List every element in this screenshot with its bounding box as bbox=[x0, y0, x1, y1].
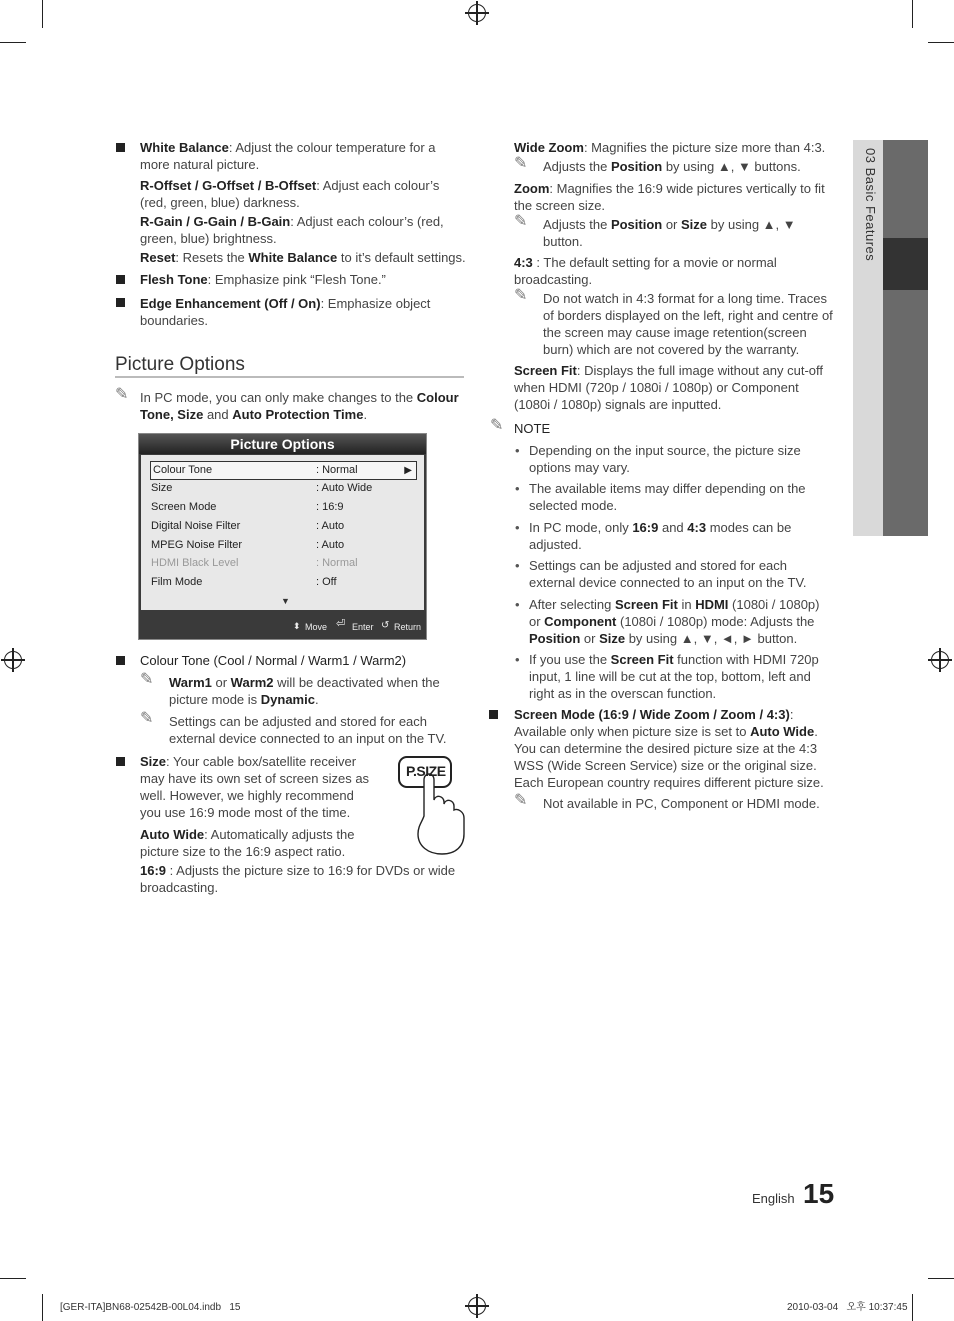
page-number: 15 bbox=[803, 1178, 835, 1209]
menu-row-digital-noise[interactable]: Digital Noise Filter : Auto bbox=[151, 520, 345, 532]
menu-row-hdmi-black: HDMI Black Level : Normal bbox=[151, 557, 358, 569]
settings-note: Settings can be adjusted and stored for each external device connected to an input on the TV. bbox=[169, 714, 447, 746]
note-bullet: • The available items may differ depending on the selected mode. bbox=[529, 480, 829, 514]
section-rule bbox=[115, 376, 464, 378]
note-pencil-icon: ✎ bbox=[514, 792, 528, 809]
registration-mark-icon bbox=[468, 1297, 486, 1315]
menu-row-screen-mode[interactable]: Screen Mode : 16:9 bbox=[151, 501, 344, 513]
picture-options-menu bbox=[138, 433, 427, 640]
ratio-43-item: 4:3 : The default setting for a movie or normal broadcasting. bbox=[514, 255, 777, 287]
bullet-square bbox=[116, 656, 125, 665]
ratio-169-item: 16:9 : Adjusts the picture size to 16:9 for DVDs or wide broadcasting. bbox=[140, 863, 456, 895]
note-bullet: • In PC mode, only 16:9 and 4:3 modes can be adjusted. bbox=[529, 519, 829, 553]
crop-mark bbox=[928, 1278, 954, 1279]
psize-label: P.SIZE bbox=[406, 763, 446, 779]
pc-mode-note: In PC mode, you can only make changes to the Colour Tone, Size and Auto Protection Time. bbox=[140, 390, 459, 422]
print-date-info: 2010-03-04 오후 10:37:45 bbox=[787, 1302, 908, 1313]
chapter-tab-bar bbox=[883, 140, 928, 536]
registration-mark-icon bbox=[4, 651, 22, 669]
gain-item: R-Gain / G-Gain / B-Gain: Adjust each colour’s (red, green, blue) brightness. bbox=[140, 214, 444, 246]
note-heading: NOTE bbox=[514, 421, 551, 436]
registration-mark-icon bbox=[931, 651, 949, 669]
wide-zoom-note: Adjusts the Position by using ▲, ▼ buttons. bbox=[543, 159, 801, 174]
arrow-right-icon: ▶ bbox=[404, 465, 412, 476]
edge-enhancement-item: Edge Enhancement (Off / On): Emphasize object boundaries. bbox=[140, 296, 431, 328]
bullet-square bbox=[116, 143, 125, 152]
menu-title: Picture Options bbox=[139, 434, 426, 454]
screen-fit-item: Screen Fit: Displays the full image without any cut-off when HDMI (720p / 1080i / 1080p) or Component (1080i / 1080p) signals are inputted. bbox=[514, 363, 824, 412]
move-label: Move bbox=[305, 622, 328, 632]
crop-mark bbox=[0, 42, 26, 43]
zoom-item: Zoom: Magnifies the 16:9 wide pictures vertically to fit the screen size. bbox=[514, 181, 825, 213]
warm-note: Warm1 or Warm2 will be deactivated when the picture mode is Dynamic. bbox=[169, 675, 440, 707]
bullet-square bbox=[116, 275, 125, 284]
menu-body bbox=[141, 455, 424, 610]
screen-mode-note: Not available in PC, Component or HDMI mode. bbox=[543, 796, 820, 811]
note-bullet: • Depending on the input source, the picture size options may vary. bbox=[529, 442, 829, 476]
return-icon: ↺ bbox=[381, 620, 390, 631]
menu-footer bbox=[139, 612, 426, 638]
zoom-note: Adjusts the Position or Size by using ▲, ▼ button. bbox=[543, 217, 796, 249]
move-icon: ⬍ bbox=[293, 621, 301, 631]
screen-mode-item: Screen Mode (16:9 / Wide Zoom / Zoom / 4:3): Available only when picture size is set to Auto Wide. You can determine the desired picture size at the 4:3 WSS (Wide Screen Service) size or the original size. Each European country requires different picture size. bbox=[514, 707, 824, 790]
note-pencil-icon: ✎ bbox=[140, 671, 154, 688]
menu-row-mpeg-noise[interactable]: MPEG Noise Filter : Auto bbox=[151, 539, 345, 551]
crop-mark bbox=[912, 0, 913, 28]
psize-button-illustration bbox=[398, 756, 468, 856]
crop-mark bbox=[928, 42, 954, 43]
note-bullet: • Settings can be adjusted and stored for each external device connected to an input on the TV. bbox=[529, 557, 829, 591]
white-balance-item: White Balance: Adjust the colour temperature for a more natural picture. bbox=[140, 140, 436, 172]
menu-row-colour-tone[interactable]: Colour Tone : Normal ▶ bbox=[150, 461, 417, 480]
enter-icon: ⏎ bbox=[336, 618, 346, 630]
chapter-tab-label: 03 Basic Features bbox=[863, 148, 878, 262]
scroll-down-icon[interactable]: ▼ bbox=[281, 596, 290, 606]
note-pencil-icon: ✎ bbox=[514, 287, 528, 304]
size-item: Size: Your cable box/satellite receiver may have its own set of screen sizes as well. However, we highly recommend you use 16:9 mode most of the time. bbox=[140, 754, 370, 820]
auto-wide-item: Auto Wide: Automatically adjusts the picture size to the 16:9 aspect ratio. bbox=[140, 827, 355, 859]
note-pencil-icon: ✎ bbox=[490, 417, 504, 434]
crop-mark bbox=[42, 0, 43, 28]
wide-zoom-item: Wide Zoom: Magnifies the picture size more than 4:3. bbox=[514, 140, 826, 155]
flesh-tone-item: Flesh Tone: Emphasize pink “Flesh Tone.” bbox=[140, 272, 386, 287]
footer-language: English bbox=[752, 1191, 795, 1206]
return-label: Return bbox=[394, 622, 422, 632]
crop-mark bbox=[42, 1294, 43, 1321]
chapter-tab-marker bbox=[883, 238, 928, 290]
note-pencil-icon: ✎ bbox=[115, 386, 129, 403]
colour-tone-heading: Colour Tone (Cool / Normal / Warm1 / Warm2) bbox=[140, 653, 407, 668]
menu-row-film-mode[interactable]: Film Mode : Off bbox=[151, 576, 337, 588]
crop-mark bbox=[912, 1294, 913, 1321]
section-title: Picture Options bbox=[115, 354, 245, 375]
bullet-square bbox=[116, 757, 125, 766]
menu-row-size[interactable]: Size : Auto Wide bbox=[151, 482, 373, 494]
reset-item: Reset: Resets the White Balance to it’s default settings. bbox=[140, 250, 466, 265]
note-pencil-icon: ✎ bbox=[140, 710, 154, 727]
ratio-43-note: Do not watch in 4:3 format for a long time. Traces of borders displayed on the left, right and centre of the screen may cause image retention(screen burn) which are not covered by the warranty. bbox=[543, 291, 833, 357]
note-pencil-icon: ✎ bbox=[514, 155, 528, 172]
note-bullet: • If you use the Screen Fit function with HDMI 720p input, 1 line will be cut at the top, bottom, left and right as in the overscan function. bbox=[529, 651, 834, 702]
offset-item: R-Offset / G-Offset / B-Offset: Adjust each colour’s (red, green, blue) darkness. bbox=[140, 178, 440, 210]
enter-label: Enter bbox=[352, 622, 374, 632]
registration-mark-icon bbox=[468, 4, 486, 22]
note-pencil-icon: ✎ bbox=[514, 213, 528, 230]
bullet-square bbox=[116, 298, 125, 307]
print-file-info: [GER-ITA]BN68-02542B-00L04.indb 15 bbox=[60, 1302, 241, 1313]
note-bullet: • After selecting Screen Fit in HDMI (1080i / 1080p) or Component (1080i / 1080p) mode: Adjusts the Position or Size by using ▲, ▼, ◄, ► button. bbox=[529, 596, 834, 647]
crop-mark bbox=[0, 1278, 26, 1279]
bullet-square bbox=[489, 710, 498, 719]
